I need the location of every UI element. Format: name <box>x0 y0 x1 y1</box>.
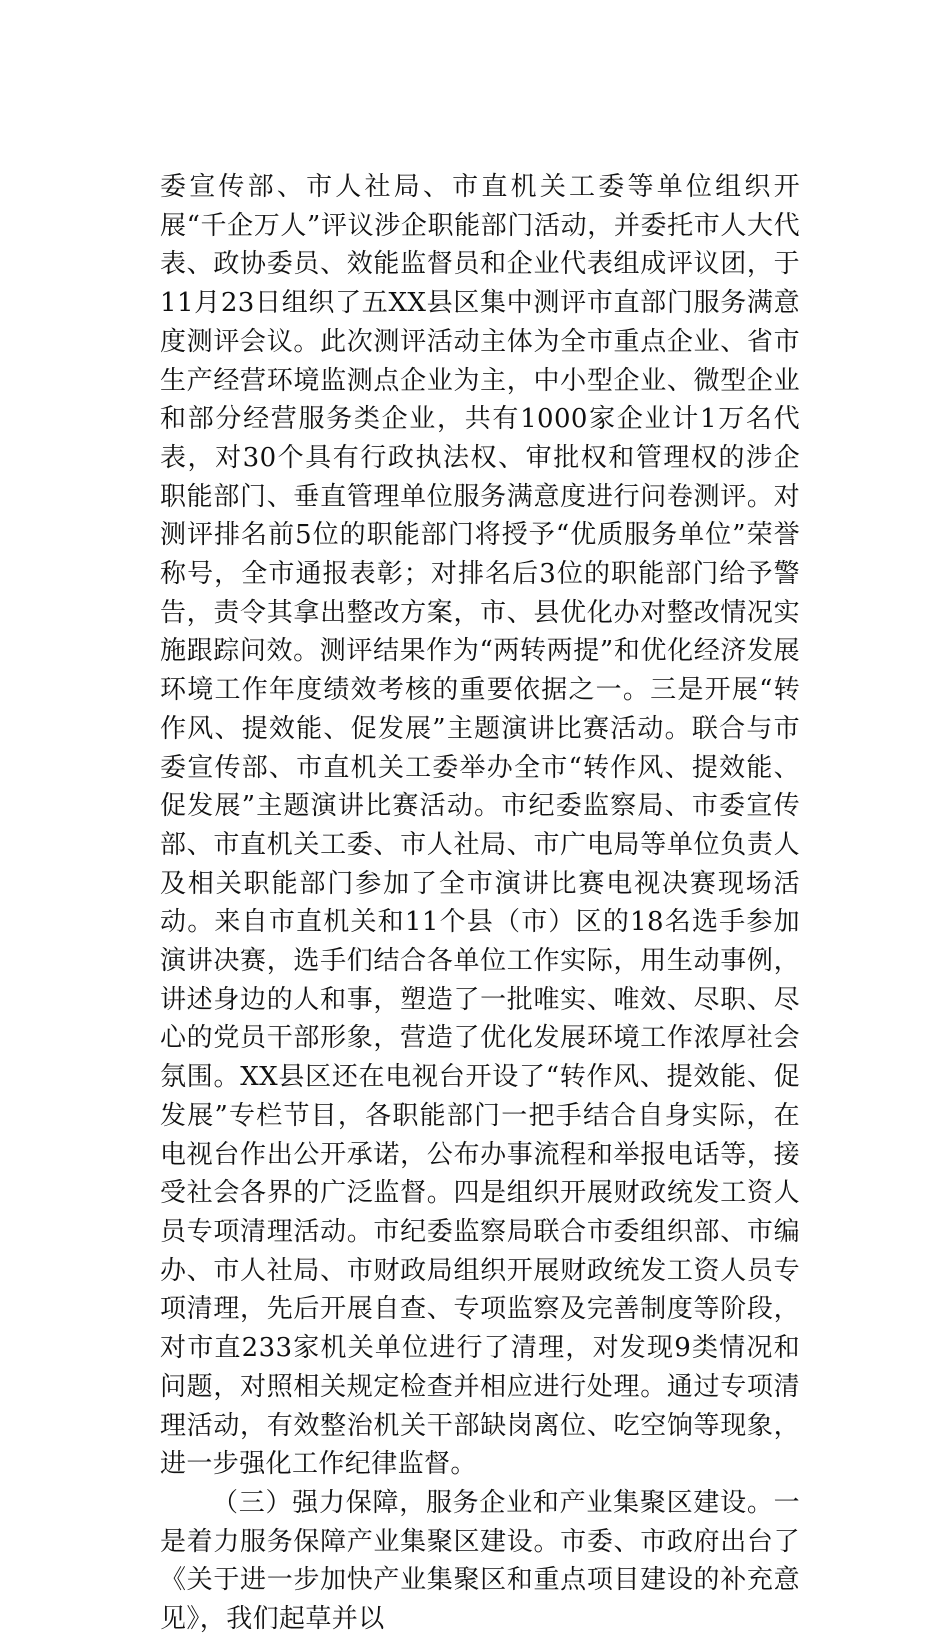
body-paragraph-1: 委宣传部、市人社局、市直机关工委等单位组织开展“千企万人”评议涉企职能部门活动，并委托市人大代表、政协委员、效能监督员和企业代表组成评议团，于11月23日组织了五XX县区集中测评市直部门服务满意度测评会议。此次测评活动主体为全市重点企业、省市生产经营环境监测点企业为主，中小型企业、微型企业和部分经营服务类企业，共有1000家企业计1万名代表，对30个具有行政执法权、审批权和管理权的涉企职能部门、垂直管理单位服务满意度进行问卷测评。对测评排名前5位的职能部门将授予“优质服务单位”荣誉称号，全市通报表彰；对排名后3位的职能部门给予警告，责令其拿出整改方案，市、县优化办对整改情况实施跟踪问效。测评结果作为“两转两提”和优化经济发展环境工作年度绩效考核的重要依据之一。三是开展“转作风、提效能、促发展”主题演讲比赛活动。联合与市委宣传部、市直机关工委举办全市“转作风、提效能、促发展”主题演讲比赛活动。市纪委监察局、市委宣传部、市直机关工委、市人社局、市广电局等单位负责人及相关职能部门参加了全市演讲比赛电视决赛现场活动。来自市直机关和11个县（市）区的18名选手参加演讲决赛，选手们结合各单位工作实际，用生动事例，讲述身边的人和事，塑造了一批唯实、唯效、尽职、尽心的党员干部形象，营造了优化发展环境工作浓厚社会氛围。XX县区还在电视台开设了“转作风、提效能、促发展”专栏节目，各职能部门一把手结合自身实际，在电视台作出公开承诺，公布办事流程和举报电话等，接受社会各界的广泛监督。四是组织开展财政统发工资人员专项清理活动。市纪委监察局联合市委组织部、市编办、市人社局、市财政局组织开展财政统发工资人员专项清理，先后开展自查、专项监察及完善制度等阶段，对市直233家机关单位进行了清理，对发现9类情况和问题，对照相关规定检查并相应进行处理。通过专项清理活动，有效整治机关干部缺岗离位、吃空饷等现象，进一步强化工作纪律监督。 <box>160 172 800 1480</box>
body-paragraph-2: （三）强力保障，服务企业和产业集聚区建设。一是着力服务保障产业集聚区建设。市委、市政府出台了《关于进一步加快产业集聚区和重点项目建设的补充意见》，我们起草并以 <box>160 1487 800 1635</box>
document-body <box>160 168 800 1639</box>
